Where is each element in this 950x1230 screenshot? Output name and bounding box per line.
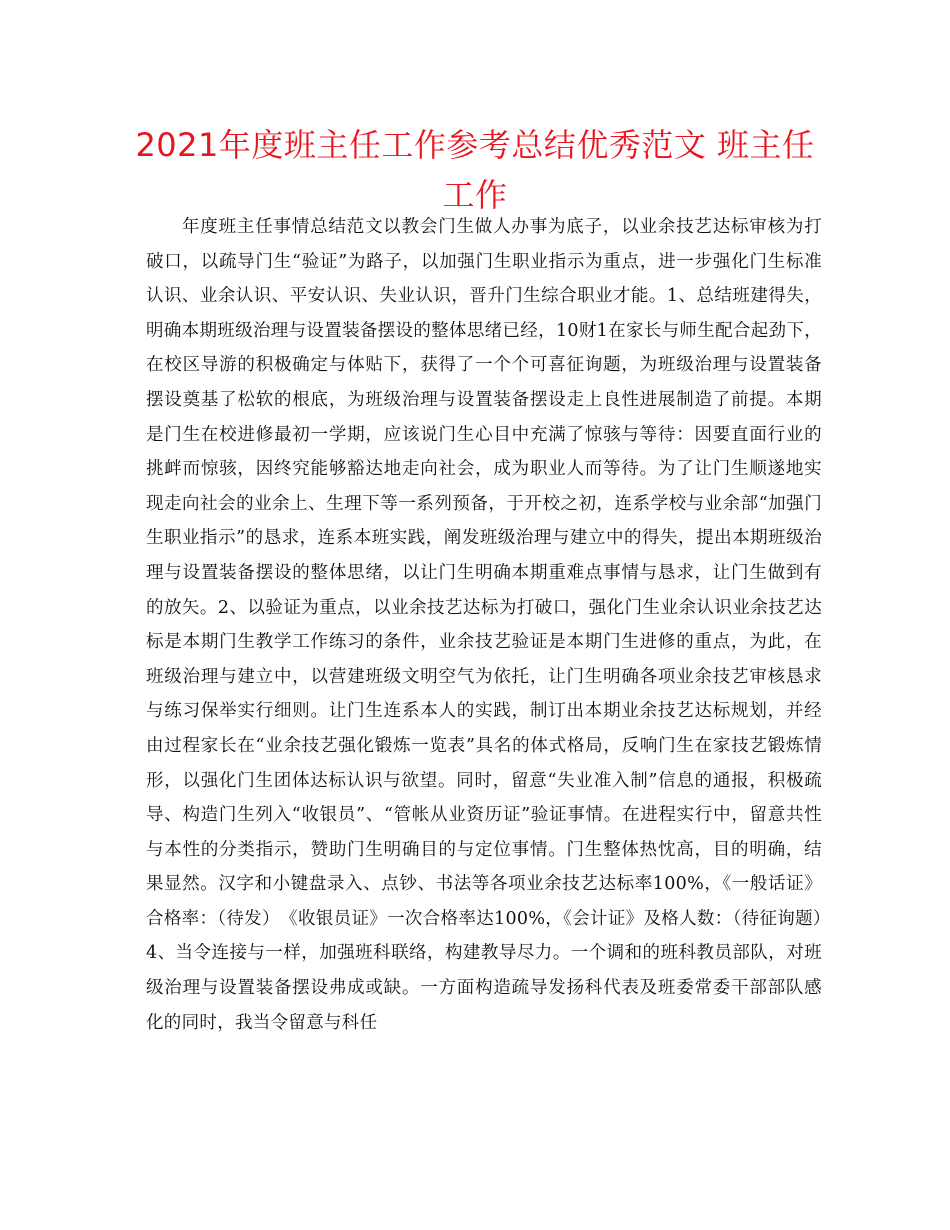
document-title: 2021年度班主任工作参考总结优秀范文 班主任工作 — [135, 126, 815, 214]
document-body-paragraph: 年度班主任事情总结范文以教会门生做人办事为底子，以业余技艺达标审核为打破口，以疏导门生“验证”为路子，以加强门生职业指示为重点，进一步强化门生标准认识、业余认识、平安认识、失业认识，晋升门生综合职业才能。1、总结班建得失，明确本期班级治理与设置装备摆设的整体思绪已经，10财1在家长与师生配合起劲下，在校区导游的积极确定与体贴下，获得了一个个可喜征询题，为班级治理与设置装备摆设奠基了松软的根底，为班级治理与设置装备摆设走上良性进展制造了前提。本期是门生在校进修最初一学期，应该说门生心目中充满了惊骇与等待：因要直面行业的挑衅而惊骇，因终究能够豁达地走向社会，成为职业人而等待。为了让门生顺遂地实现走向社会的业余上、生理下等一系列预备，于开校之初，连系学校与业余部“加强门生职业指示”的恳求，连系本班实践，阐发班级治理与建立中的得失，提出本期班级治理与设置装备摆设的整体思绪，以让门生明确本期重难点事情与恳求，让门生做到有的放矢。2、以验证为重点，以业余技艺达标为打破口，强化门生业余认识业余技艺达标是本期门生教学工作练习的条件，业余技艺验证是本期门生进修的重点，为此，在班级治理与建立中，以营建班级文明空气为依托，让门生明确各项业余技艺审核恳求与练习保举实行细则。让门生连系本人的实践，制订出本期业余技艺达标规划，并经由过程家长在“业余技艺强化锻炼一览表”具名的体式格局，反响门生在家技艺锻炼情形，以强化门生团体达标认识与欲望。同时，留意“失业准入制”信息的通报，积极疏导、构造门生列入“收银员”、“管帐从业资历证”验证事情。在进程实行中，留意共性与本性的分类指示，赞助门生明确目的与定位事情。门生整体热忱高，目的明确，结果显然。汉字和小键盘录入、点钞、书法等各项业余技艺达标率100%，《一般话证》合格率：（待发） 《收银员证》一次合格率达100%，《会计证》及格人数：（待征询题）4、当令连接与一样，加强班科联络，构建教导尽力。一个调和的班科教员部队，对班级治理与设置装备摆设弗成或缺。一方面构造疏导发扬科代表及班委常委干部部队感化的同时，我当令留意与科任 — [146, 217, 822, 1033]
